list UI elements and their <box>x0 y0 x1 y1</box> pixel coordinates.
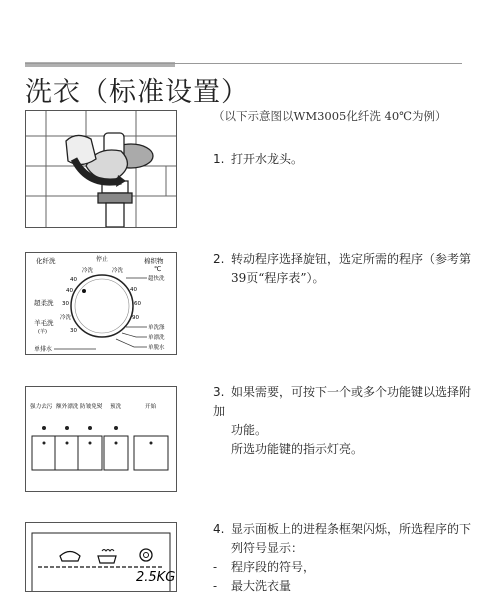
function-buttons-drawing <box>26 387 176 491</box>
label-start: 开始 <box>145 404 157 410</box>
program-dial-knob[interactable] <box>71 275 133 337</box>
dial-scale: 60 <box>134 301 141 307</box>
example-note: （以下示意图以WM3005化纤洗 40℃为例） <box>213 109 447 123</box>
step-text: 显示面板上的进程条框架闪烁，所选程序的下 <box>231 522 472 536</box>
dial-label-rinse-only: 单漂洗 <box>148 335 165 341</box>
step-1 <box>213 150 478 169</box>
step-number: 2. <box>213 252 225 266</box>
dial-label-quick: 超快洗 <box>148 276 165 282</box>
dial-scale: 30 <box>70 328 77 334</box>
dial-label-degree: ℃ <box>154 265 162 273</box>
label-easy-iron: 防皱免熨 <box>80 404 103 410</box>
max-load-readout: 2.5KG <box>136 570 176 585</box>
header-rule-thin <box>25 63 462 64</box>
dial-scale: 40 <box>130 287 137 293</box>
step-number: 3. <box>213 385 225 399</box>
step-text: 功能。 <box>231 423 268 437</box>
dial-scale: 冷洗 <box>82 268 94 274</box>
label-prewash: 预洗 <box>110 404 122 410</box>
step-2 <box>213 250 478 288</box>
bullet-item: - 最大洗衣量 <box>213 579 292 593</box>
easy-iron-button[interactable] <box>78 436 102 470</box>
faucet-drawing <box>26 111 176 227</box>
bullet-text: 程序段的符号， <box>231 560 316 574</box>
program-dial-drawing <box>26 253 176 354</box>
step-4 <box>213 520 478 596</box>
prewash-button[interactable] <box>104 436 128 470</box>
step-text: 如果需要，可按下一个或多个功能键以选择附加 <box>213 385 472 418</box>
step-text: 39页“程序表”）。 <box>231 271 325 285</box>
display-panel <box>25 522 177 592</box>
wool-symbol: (羊) <box>38 329 47 335</box>
dial-label-delicates: 超柔洗 <box>34 299 54 307</box>
display-drawing <box>26 523 176 591</box>
start-button[interactable] <box>134 436 168 470</box>
dial-scale: 40 <box>66 288 73 294</box>
dial-scale: 冷洗 <box>60 315 72 321</box>
program-dial-panel <box>25 252 177 355</box>
faucet-illustration <box>25 110 177 228</box>
dial-label-wash-only: 单洗涤 <box>148 325 165 331</box>
step-text: 转动程序选择旋钮，选定所需的程序（参考第 <box>231 252 472 266</box>
dial-label-drain: 单排水 <box>34 346 53 353</box>
dial-label-synthetics: 化纤洗 <box>36 257 56 265</box>
bullet-text: 最大洗衣量 <box>231 579 292 593</box>
label-extra-rinse: 额外漂洗 <box>56 404 79 410</box>
dial-label-wool: 羊毛洗 <box>34 319 54 327</box>
dial-scale: 90 <box>132 315 139 321</box>
dial-label-stop: 停止 <box>96 256 109 263</box>
label-intensive: 强力去污 <box>30 404 53 410</box>
dial-pointer <box>82 289 86 293</box>
dial-scale: 40 <box>70 277 77 283</box>
extra-rinse-button[interactable] <box>55 436 79 470</box>
dial-scale: 30 <box>62 301 69 307</box>
bullet-item: - 程序段的符号， <box>213 560 316 574</box>
step-number: 1. <box>213 152 225 166</box>
step-3 <box>213 383 478 459</box>
page-title: 洗衣（标准设置） <box>25 77 249 108</box>
step-number: 4. <box>213 522 225 536</box>
step-text: 打开水龙头。 <box>231 152 304 166</box>
dial-scale: 冷洗 <box>112 268 124 274</box>
dial-label-spin-only: 单脱水 <box>148 345 165 351</box>
intensive-button[interactable] <box>32 436 56 470</box>
step-text: 列符号显示： <box>231 541 304 555</box>
dial-label-cotton: 棉织物 <box>144 257 164 265</box>
function-buttons-panel <box>25 386 177 492</box>
step-text: 所选功能键的指示灯亮。 <box>231 442 364 456</box>
